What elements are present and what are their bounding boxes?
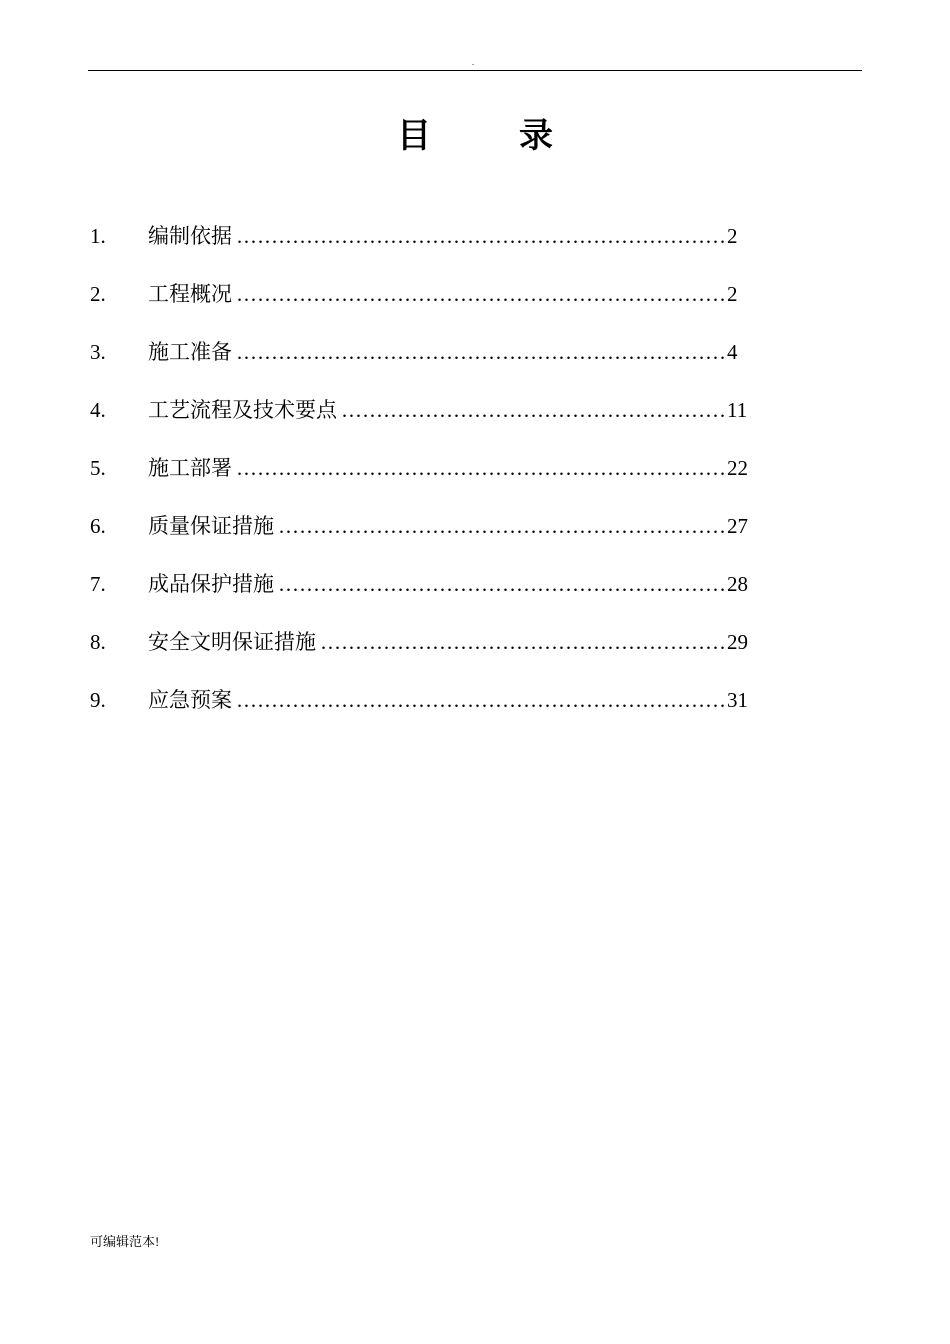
toc-entry[interactable] bbox=[0, 685, 950, 715]
toc-entry[interactable] bbox=[0, 627, 950, 657]
toc-entry-title: 工艺流程及技术要点 bbox=[148, 395, 339, 425]
toc-dot-leader bbox=[148, 279, 726, 309]
toc-entry-title: 编制依据 bbox=[148, 221, 234, 251]
toc-entry-title: 质量保证措施 bbox=[148, 511, 276, 541]
toc-entry[interactable] bbox=[0, 221, 950, 251]
toc-title-right: 录 bbox=[519, 116, 553, 156]
toc-dot-leader bbox=[148, 337, 726, 367]
toc-entry-title: 安全文明保证措施 bbox=[148, 627, 318, 657]
toc-entry[interactable] bbox=[0, 279, 950, 309]
toc-entry[interactable] bbox=[0, 395, 950, 425]
toc-entry-number: 4. bbox=[90, 398, 106, 422]
toc-dot-leader bbox=[148, 685, 726, 715]
toc-entry-number: 7. bbox=[90, 572, 106, 596]
toc-entry-number: 9. bbox=[90, 688, 106, 712]
toc-entry-title: 成品保护措施 bbox=[148, 569, 276, 599]
toc-dot-leader bbox=[148, 221, 726, 251]
toc-entry-number: 8. bbox=[90, 630, 106, 654]
toc-dot-leader bbox=[148, 453, 726, 483]
toc-entry-title: 施工部署 bbox=[148, 453, 234, 483]
toc-entry-number: 3. bbox=[90, 340, 106, 364]
toc-entry-page: 4 bbox=[727, 337, 738, 367]
toc-entry-page: 22 bbox=[727, 453, 748, 483]
toc-entry-title: 工程概况 bbox=[148, 279, 234, 309]
toc-entry-number: 5. bbox=[90, 456, 106, 480]
footer-note: 可编辑范本! bbox=[90, 1234, 160, 1249]
toc-entry[interactable] bbox=[0, 569, 950, 599]
toc-entry-number: 1. bbox=[90, 224, 106, 248]
toc-entry-number: 2. bbox=[90, 282, 106, 306]
toc-entry-page: 31 bbox=[727, 685, 748, 715]
toc-entry-number: 6. bbox=[90, 514, 106, 538]
toc-entry-title: 施工准备 bbox=[148, 337, 234, 367]
toc-entry[interactable] bbox=[0, 337, 950, 367]
toc-entry-title: 应急预案 bbox=[148, 685, 234, 715]
toc-entry-page: 2 bbox=[727, 279, 738, 309]
toc-entry-page: 11 bbox=[727, 395, 747, 425]
toc-entry[interactable] bbox=[0, 453, 950, 483]
toc-entry[interactable] bbox=[0, 511, 950, 541]
toc-title-left: 目 bbox=[397, 116, 431, 156]
toc-entry-page: 27 bbox=[727, 511, 748, 541]
header-mark: . bbox=[472, 58, 474, 67]
toc-entry-page: 29 bbox=[727, 627, 748, 657]
toc-entry-page: 28 bbox=[727, 569, 748, 599]
toc-entry-page: 2 bbox=[727, 221, 738, 251]
